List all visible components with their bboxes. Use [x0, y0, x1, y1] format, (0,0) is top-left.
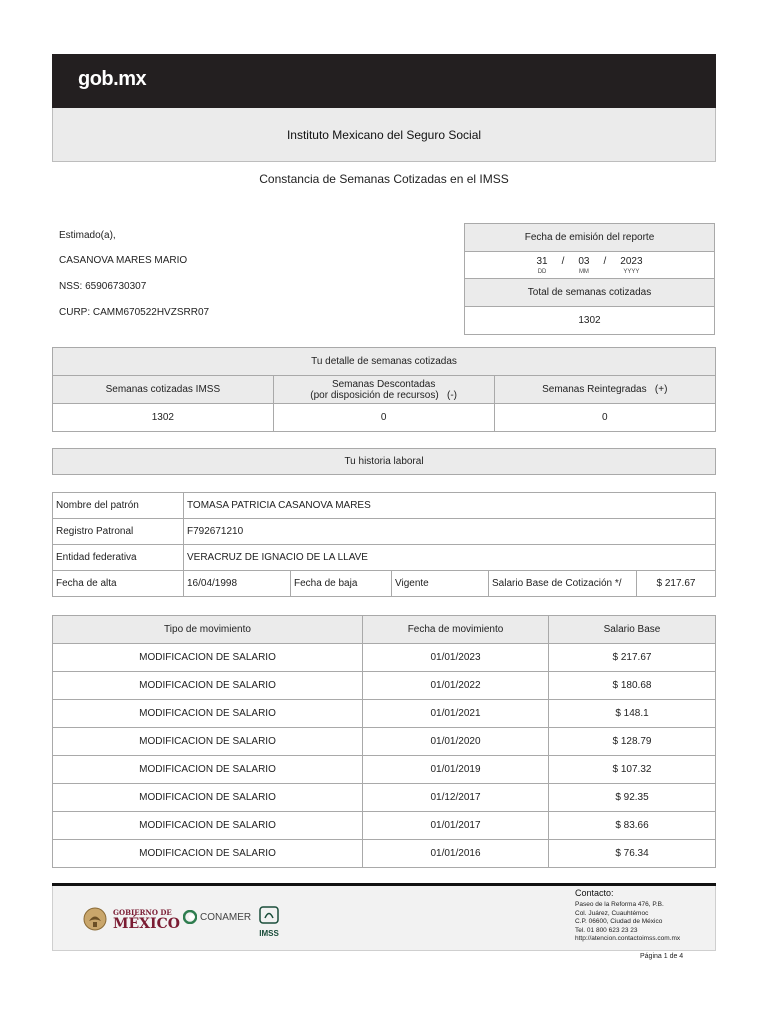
movement-date: 01/01/2016 [363, 840, 549, 868]
work-history-title: Tu historia laboral [344, 456, 424, 467]
table-row [53, 812, 716, 840]
report-date-label: Fecha de emisión del reporte [465, 224, 715, 252]
value-weeks-imss: 1302 [53, 404, 274, 432]
col-weeks-discounted-line1: Semanas Descontadas [331, 378, 436, 390]
movement-date: 01/01/2017 [363, 812, 549, 840]
base-salary: $ 217.67 [637, 571, 716, 597]
gobmx-logo[interactable]: gob.mx [78, 68, 147, 90]
date-separator: / [561, 255, 565, 267]
col-weeks-discounted [273, 376, 494, 404]
gobmx-header-bar [52, 54, 716, 108]
movement-salary: $ 180.68 [549, 672, 716, 700]
state-value: VERACRUZ DE IGNACIO DE LA LLAVE [184, 545, 716, 571]
start-date-label: Fecha de alta [53, 571, 184, 597]
conamer-text: CONAMER [200, 911, 252, 923]
day-hint: DD [537, 268, 547, 275]
nss-line [59, 281, 146, 292]
movement-type: MODIFICACION DE SALARIO [53, 700, 363, 728]
movement-type: MODIFICACION DE SALARIO [53, 728, 363, 756]
gob-line1: GOBIERNO DE [113, 907, 172, 917]
weeks-detail-title: Tu detalle de semanas cotizadas [53, 348, 716, 376]
movement-salary: $ 76.34 [549, 840, 716, 868]
movement-salary: $ 148.1 [549, 700, 716, 728]
person-name: CASANOVA MARES MARIO [59, 255, 188, 266]
date-separator: / [603, 255, 607, 267]
institution-name: Instituto Mexicano del Seguro Social [286, 127, 482, 142]
end-date-label: Fecha de baja [291, 571, 392, 597]
movement-date: 01/01/2020 [363, 728, 549, 756]
contact-url[interactable]: http://atencion.contactoimss.com.mx [575, 935, 681, 943]
movement-salary: $ 217.67 [549, 644, 716, 672]
movement-date: 01/01/2021 [363, 700, 549, 728]
movement-salary: $ 92.35 [549, 784, 716, 812]
start-date: 16/04/1998 [184, 571, 291, 597]
movement-date: 01/01/2019 [363, 756, 549, 784]
gobierno-de-mexico-logo [83, 906, 180, 932]
nss-label: NSS: [59, 281, 83, 292]
weeks-detail-table [52, 347, 716, 432]
contact-phone: Tel. 01 800 623 23 23 [575, 926, 638, 934]
table-row [53, 728, 716, 756]
document-title: Constancia de Semanas Cotizadas en el IMSS [259, 172, 509, 186]
movement-type: MODIFICACION DE SALARIO [53, 644, 363, 672]
movement-date: 01/12/2017 [363, 784, 549, 812]
contact-colonia: Col. Juárez, Cuauhtémoc [575, 909, 649, 917]
movement-date: 01/01/2023 [363, 644, 549, 672]
gob-line2: MÉXICO [113, 915, 180, 932]
work-history-band [52, 448, 716, 475]
movement-type: MODIFICACION DE SALARIO [53, 672, 363, 700]
table-row [53, 644, 716, 672]
movements-table [52, 615, 716, 868]
nss-value: 65906730307 [85, 281, 147, 292]
header-movement-date: Fecha de movimiento [363, 616, 549, 644]
movement-salary: $ 128.79 [549, 728, 716, 756]
imss-text: IMSS [259, 929, 279, 938]
conamer-logo [183, 910, 251, 924]
state-label: Entidad federativa [53, 545, 184, 571]
header-movement-type: Tipo de movimiento [53, 616, 363, 644]
employer-name-label: Nombre del patrón [53, 493, 184, 519]
value-weeks-reinstated: 0 [494, 404, 715, 432]
movement-type: MODIFICACION DE SALARIO [53, 756, 363, 784]
movement-type: MODIFICACION DE SALARIO [53, 840, 363, 868]
table-row [53, 840, 716, 868]
employer-registry-label: Registro Patronal [53, 519, 184, 545]
base-salary-label: Salario Base de Cotización */ [489, 571, 637, 597]
contact-address: Paseo de la Reforma 476, P.B. [575, 901, 664, 908]
imss-emblem-icon [259, 906, 279, 924]
imss-logo [259, 906, 279, 938]
table-row [53, 672, 716, 700]
curp-value: CAMM670522HVZSRR07 [92, 307, 210, 318]
page-number: Página 1 de 4 [640, 953, 684, 960]
contact-cp: C.P. 06600, Ciudad de México [575, 918, 663, 926]
header-base-salary: Salario Base [549, 616, 716, 644]
footer [52, 886, 716, 951]
movement-salary: $ 83.66 [549, 812, 716, 840]
col-weeks-discounted-line2: (por disposición de recursos) (-) [310, 389, 457, 401]
table-row [53, 700, 716, 728]
employer-table [52, 492, 716, 597]
eagle-emblem-icon [83, 906, 107, 932]
curp-label: CURP: [59, 307, 91, 318]
conamer-emblem-icon [183, 910, 197, 924]
contact-info [575, 901, 680, 944]
col-weeks-imss: Semanas cotizadas IMSS [53, 376, 274, 404]
contact-title: Contacto: [575, 888, 614, 898]
greeting: Estimado(a), [59, 230, 116, 241]
curp-line [59, 307, 209, 318]
end-date: Vigente [392, 571, 489, 597]
year-hint: YYYY [623, 268, 640, 275]
report-date-table [464, 223, 715, 335]
table-row [53, 756, 716, 784]
report-year: 2023 [620, 255, 643, 267]
movement-salary: $ 107.32 [549, 756, 716, 784]
total-weeks-value: 1302 [465, 307, 715, 335]
employer-name: TOMASA PATRICIA CASANOVA MARES [184, 493, 716, 519]
report-day: 31 [536, 255, 548, 267]
movement-type: MODIFICACION DE SALARIO [53, 812, 363, 840]
report-date [465, 252, 715, 279]
month-hint: MM [578, 268, 589, 275]
employer-registry: F792671210 [184, 519, 716, 545]
col-weeks-reinstated: Semanas Reintegradas (+) [494, 376, 715, 404]
value-weeks-discounted: 0 [273, 404, 494, 432]
report-month: 03 [578, 255, 590, 267]
institution-band [52, 108, 716, 162]
movement-date: 01/01/2022 [363, 672, 549, 700]
total-weeks-label: Total de semanas cotizadas [465, 279, 715, 307]
movement-type: MODIFICACION DE SALARIO [53, 784, 363, 812]
table-row [53, 784, 716, 812]
